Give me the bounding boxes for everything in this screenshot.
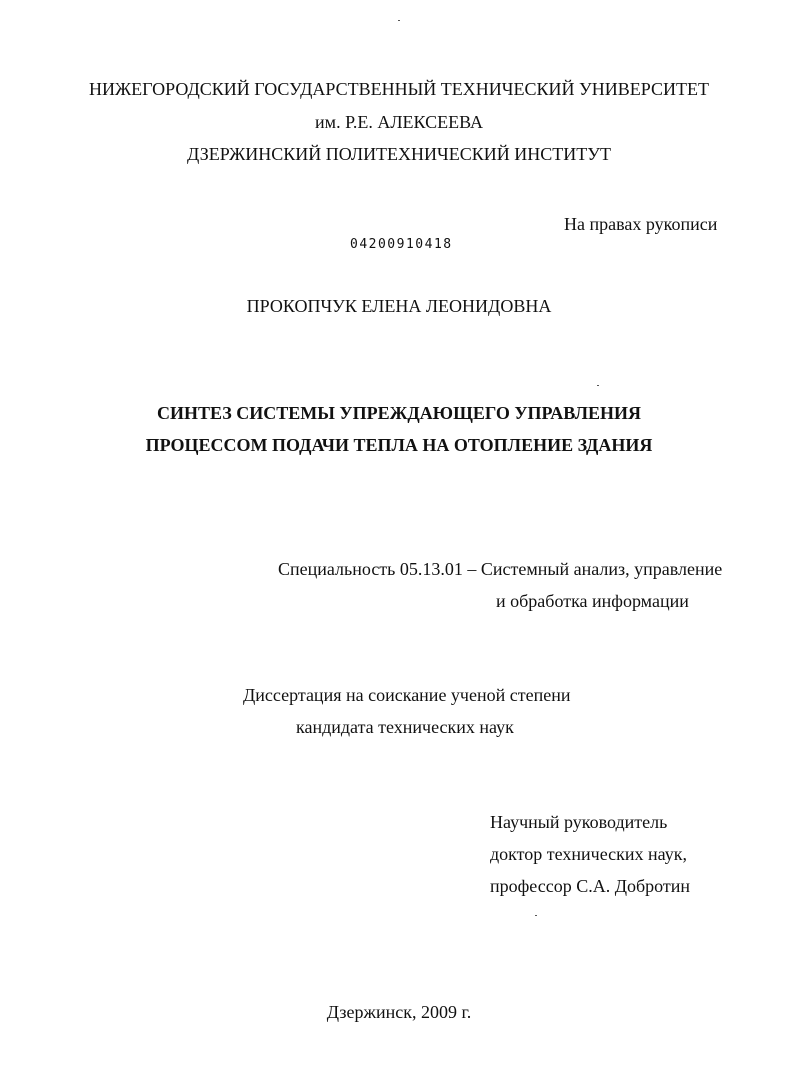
supervisor-degree: доктор технических наук,	[490, 844, 687, 864]
thesis-title-line-2: ПРОЦЕССОМ ПОДАЧИ ТЕПЛА НА ОТОПЛЕНИЕ ЗДАНИЯ	[145, 435, 653, 455]
dissertation-line-1: Диссертация на соискание ученой степени	[243, 685, 571, 705]
supervisor-title: Научный руководитель	[490, 812, 668, 832]
institute-name: ДЗЕРЖИНСКИЙ ПОЛИТЕХНИЧЕСКИЙ ИНСТИТУТ	[187, 144, 611, 164]
scan-speck	[535, 915, 537, 916]
thesis-title-line-1: СИНТЕЗ СИСТЕМЫ УПРЕЖДАЮЩЕГО УПРАВЛЕНИЯ	[157, 403, 641, 423]
university-name: НИЖЕГОРОДСКИЙ ГОСУДАРСТВЕННЫЙ ТЕХНИЧЕСКИЙ УНИВЕРСИТЕТ	[89, 79, 709, 99]
specialty-line-1: Специальность 05.13.01 – Системный анализ, управление	[278, 559, 723, 579]
city-year: Дзержинск, 2009 г.	[326, 1002, 472, 1022]
scan-speck	[597, 385, 599, 386]
dissertation-line-2: кандидата технических наук	[296, 717, 514, 737]
author-name: ПРОКОПЧУК ЕЛЕНА ЛЕОНИДОВНА	[246, 296, 552, 316]
supervisor-name: профессор С.А. Добротин	[490, 876, 691, 896]
registration-number: 04200910418	[350, 237, 453, 252]
scan-speck	[398, 20, 400, 21]
manuscript-note: На правах рукописи	[564, 214, 718, 234]
named-after: им. Р.Е. АЛЕКСЕЕВА	[315, 112, 483, 132]
specialty-line-2: и обработка информации	[496, 591, 689, 611]
